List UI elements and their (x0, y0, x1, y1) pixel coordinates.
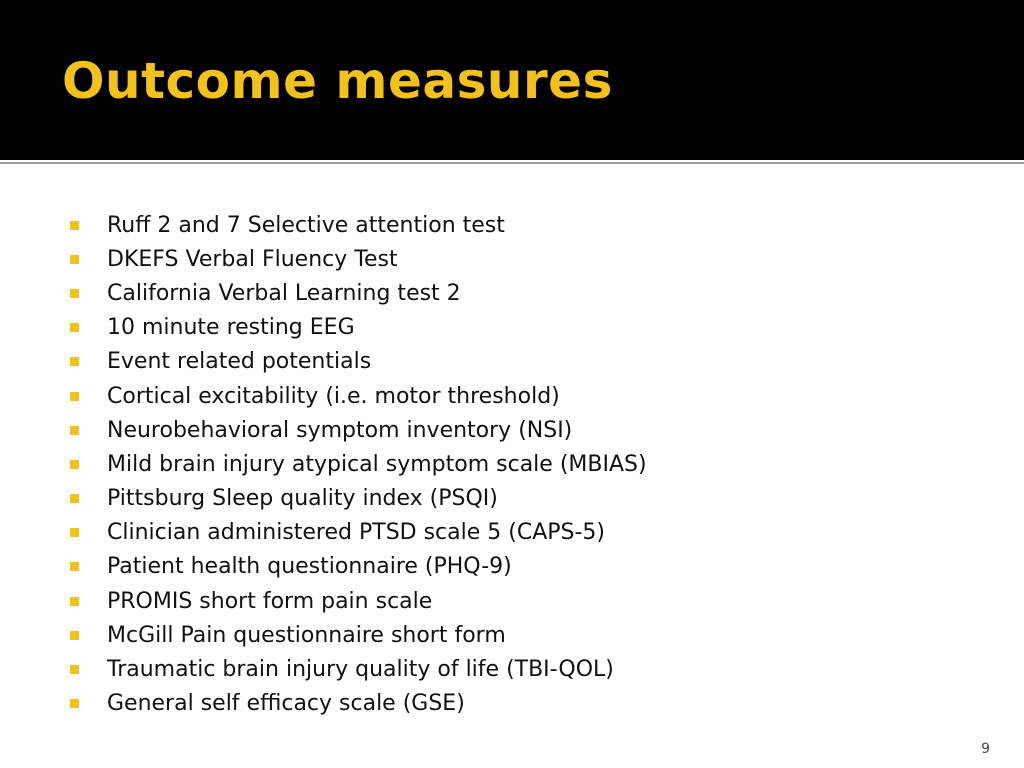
bullet-text: Clinician administered PTSD scale 5 (CAPS-5) (107, 520, 606, 546)
bullet-text: Event related potentials (107, 349, 372, 375)
bullet-text: McGill Pain questionnaire short form (107, 622, 506, 648)
bullet-item (70, 379, 647, 413)
page-number: 9 (981, 741, 990, 757)
bullet-text: DKEFS Verbal Fluency Test (107, 246, 398, 272)
slide-title: Outcome measures (62, 52, 613, 110)
bullet-square-icon (70, 699, 79, 708)
bullet-text: Cortical excitability (i.e. motor threshold) (107, 383, 560, 409)
bullet-text: 10 minute resting EEG (107, 315, 355, 341)
bullet-item (70, 482, 647, 516)
bullet-square-icon (70, 323, 79, 332)
title-divider (0, 162, 1024, 164)
bullet-item (70, 276, 647, 310)
bullet-text: Mild brain injury atypical symptom scale (MBIAS) (107, 451, 647, 477)
bullet-text: PROMIS short form pain scale (107, 588, 433, 614)
bullet-item (70, 618, 647, 652)
bullet-square-icon (70, 392, 79, 401)
bullet-text: Patient health questionnaire (PHQ-9) (107, 554, 512, 580)
bullet-item (70, 242, 647, 276)
bullet-text: Neurobehavioral symptom inventory (NSI) (107, 417, 573, 443)
bullet-item (70, 311, 647, 345)
bullet-item (70, 687, 647, 721)
bullet-item (70, 208, 647, 242)
bullet-item (70, 584, 647, 618)
bullet-text: Ruff 2 and 7 Selective attention test (107, 212, 505, 238)
bullet-square-icon (70, 426, 79, 435)
bullet-text: Traumatic brain injury quality of life (TBI-QOL) (107, 657, 614, 683)
bullet-square-icon (70, 289, 79, 298)
bullet-square-icon (70, 221, 79, 230)
bullet-square-icon (70, 494, 79, 503)
bullet-list (70, 208, 647, 721)
bullet-item (70, 652, 647, 686)
bullet-square-icon (70, 597, 79, 606)
bullet-text: Pittsburg Sleep quality index (PSQI) (107, 486, 498, 512)
bullet-square-icon (70, 528, 79, 537)
bullet-item (70, 413, 647, 447)
bullet-square-icon (70, 631, 79, 640)
bullet-item (70, 516, 647, 550)
bullet-square-icon (70, 665, 79, 674)
bullet-square-icon (70, 562, 79, 571)
bullet-square-icon (70, 255, 79, 264)
bullet-item (70, 550, 647, 584)
bullet-square-icon (70, 357, 79, 366)
title-bar (0, 0, 1024, 160)
bullet-item (70, 447, 647, 481)
bullet-item (70, 345, 647, 379)
bullet-square-icon (70, 460, 79, 469)
bullet-text: California Verbal Learning test 2 (107, 280, 461, 306)
bullet-text: General self efficacy scale (GSE) (107, 691, 465, 717)
